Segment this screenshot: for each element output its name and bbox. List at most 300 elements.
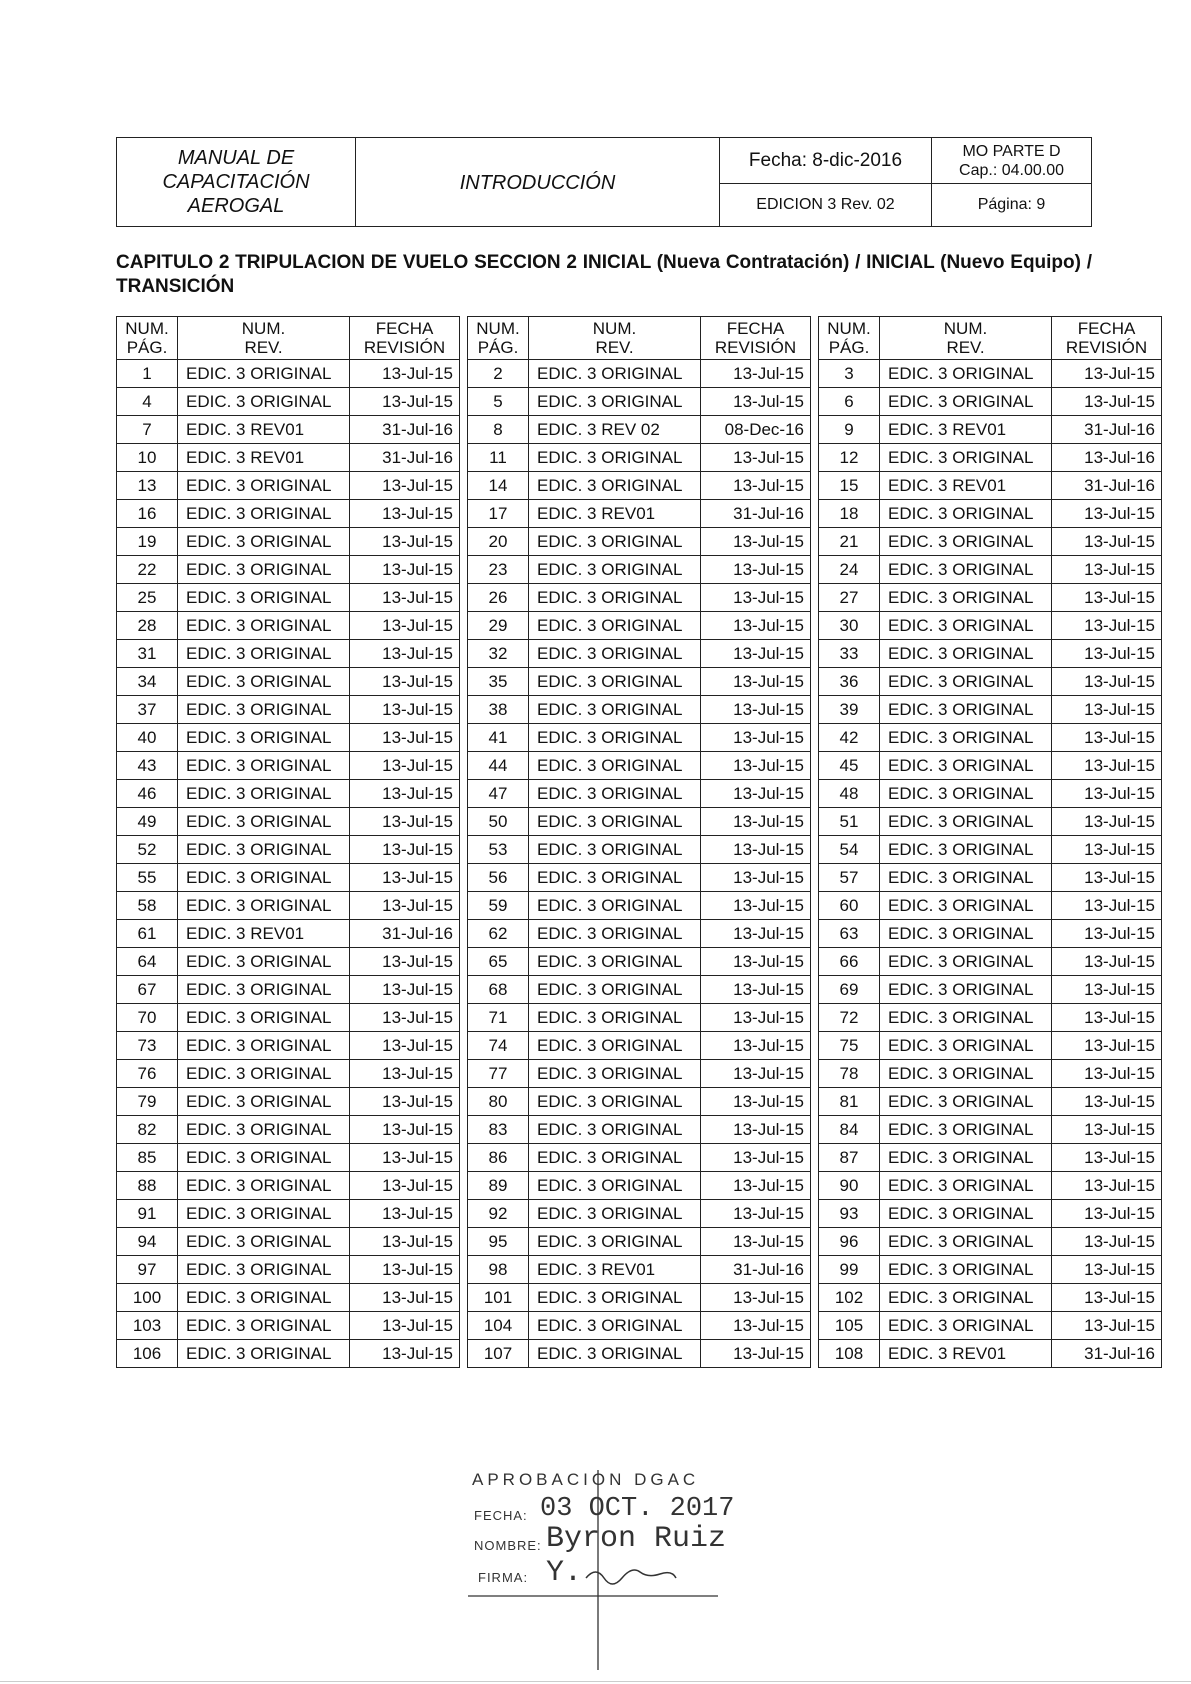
- page-number-cell: 80: [468, 1088, 529, 1116]
- revision-date-cell: 13-Jul-15: [1052, 360, 1162, 388]
- page-number-cell: 83: [468, 1116, 529, 1144]
- header-num-pag: [468, 317, 529, 360]
- revision-cell: EDIC. 3 ORIGINAL: [529, 1060, 701, 1088]
- table-row: [468, 1256, 811, 1284]
- page-number-cell: 49: [117, 808, 178, 836]
- revision-cell: EDIC. 3 ORIGINAL: [880, 1200, 1052, 1228]
- table-row: [819, 612, 1162, 640]
- table-row: [117, 808, 460, 836]
- page-number-cell: 9: [819, 416, 880, 444]
- table-row: [468, 388, 811, 416]
- table-row: [468, 948, 811, 976]
- page-number-cell: 84: [819, 1116, 880, 1144]
- header-line: NUM.: [943, 319, 988, 338]
- page-number-cell: 32: [468, 640, 529, 668]
- revision-cell: EDIC. 3 ORIGINAL: [529, 836, 701, 864]
- revision-cell: EDIC. 3 ORIGINAL: [880, 1116, 1052, 1144]
- revision-date-cell: 13-Jul-15: [1052, 1256, 1162, 1284]
- revision-date-cell: 31-Jul-16: [1052, 472, 1162, 500]
- revision-date-cell: 13-Jul-15: [350, 1200, 460, 1228]
- table-header-row: [468, 317, 811, 360]
- header-num-rev: [880, 317, 1052, 360]
- stamp-fecha-label: FECHA:: [474, 1508, 528, 1523]
- table-row: [819, 668, 1162, 696]
- page-number-cell: 94: [117, 1228, 178, 1256]
- table-row: [468, 444, 811, 472]
- revision-date-cell: 31-Jul-16: [701, 500, 811, 528]
- manual-title-line2: CAPACITACIÓN: [162, 171, 310, 193]
- revision-date-cell: 13-Jul-15: [701, 584, 811, 612]
- revision-cell: EDIC. 3 ORIGINAL: [178, 556, 350, 584]
- header-line: REVISIÓN: [714, 338, 797, 357]
- table-row: [117, 1200, 460, 1228]
- header-line: FECHA: [375, 319, 434, 338]
- revision-date-cell: 13-Jul-15: [701, 836, 811, 864]
- page-number-cell: 103: [117, 1312, 178, 1340]
- page-number-cell: 11: [468, 444, 529, 472]
- page-number-cell: 97: [117, 1256, 178, 1284]
- page-number: Página: 9: [977, 196, 1046, 213]
- header-line: PÁG.: [477, 338, 519, 357]
- page-number-cell: 90: [819, 1172, 880, 1200]
- page-number-cell: 74: [468, 1032, 529, 1060]
- revision-cell: EDIC. 3 REV01: [178, 920, 350, 948]
- page-number-cell: 58: [117, 892, 178, 920]
- revision-cell: EDIC. 3 ORIGINAL: [880, 696, 1052, 724]
- revision-date-cell: 13-Jul-15: [1052, 1228, 1162, 1256]
- page-number-cell: 20: [468, 528, 529, 556]
- revision-date-cell: 13-Jul-15: [701, 1200, 811, 1228]
- revision-date-cell: 13-Jul-15: [1052, 1172, 1162, 1200]
- revision-date-cell: 13-Jul-15: [350, 1088, 460, 1116]
- revision-cell: EDIC. 3 ORIGINAL: [178, 528, 350, 556]
- page-number-cell: 45: [819, 752, 880, 780]
- table-row: [117, 360, 460, 388]
- revision-cell: EDIC. 3 ORIGINAL: [178, 472, 350, 500]
- table-row: [468, 752, 811, 780]
- page-number-cell: 42: [819, 724, 880, 752]
- table-row: [468, 1340, 811, 1368]
- page-number-cell: 48: [819, 780, 880, 808]
- header-num-rev: [529, 317, 701, 360]
- revision-date-cell: 13-Jul-15: [1052, 976, 1162, 1004]
- header-line: FECHA: [726, 319, 785, 338]
- page-number-cell: 100: [117, 1284, 178, 1312]
- revision-date-cell: 13-Jul-15: [701, 752, 811, 780]
- table-row: [819, 1004, 1162, 1032]
- revision-cell: EDIC. 3 ORIGINAL: [880, 1088, 1052, 1116]
- table-row: [117, 780, 460, 808]
- page-number-cell: 30: [819, 612, 880, 640]
- table-row: [819, 1060, 1162, 1088]
- revision-date-cell: 13-Jul-15: [1052, 1144, 1162, 1172]
- revision-table-3: [818, 316, 1162, 1368]
- revision-date-cell: 13-Jul-15: [350, 388, 460, 416]
- page-number-cell: 78: [819, 1060, 880, 1088]
- page-number-cell: 92: [468, 1200, 529, 1228]
- table-row: [819, 1284, 1162, 1312]
- revision-cell: EDIC. 3 REV01: [880, 416, 1052, 444]
- page-number-cell: 46: [117, 780, 178, 808]
- page-number-cell: 33: [819, 640, 880, 668]
- revision-date-cell: 31-Jul-16: [350, 920, 460, 948]
- table-row: [117, 528, 460, 556]
- page-number-cell: 14: [468, 472, 529, 500]
- page-number-cell: 29: [468, 612, 529, 640]
- revision-cell: EDIC. 3 ORIGINAL: [880, 1256, 1052, 1284]
- revision-date-cell: 13-Jul-15: [701, 1312, 811, 1340]
- revision-date-cell: 13-Jul-15: [701, 696, 811, 724]
- revision-cell: EDIC. 3 ORIGINAL: [529, 976, 701, 1004]
- revision-cell: EDIC. 3 ORIGINAL: [178, 1340, 350, 1368]
- header-num-pag: [819, 317, 880, 360]
- revision-date-cell: 13-Jul-15: [701, 780, 811, 808]
- table-row: [819, 416, 1162, 444]
- table-row: [468, 360, 811, 388]
- table-row: [117, 388, 460, 416]
- table-row: [468, 1060, 811, 1088]
- page-number-cell: 68: [468, 976, 529, 1004]
- page-number-cell: 71: [468, 1004, 529, 1032]
- revision-date-cell: 13-Jul-15: [350, 1116, 460, 1144]
- table-row: [468, 528, 811, 556]
- revision-cell: EDIC. 3 REV01: [178, 444, 350, 472]
- revision-date-cell: 13-Jul-15: [1052, 808, 1162, 836]
- revision-table-1: [116, 316, 460, 1368]
- table-row: [117, 1172, 460, 1200]
- table-header-row: [819, 317, 1162, 360]
- revision-cell: EDIC. 3 ORIGINAL: [880, 668, 1052, 696]
- page-number-cell: 89: [468, 1172, 529, 1200]
- revision-cell: EDIC. 3 ORIGINAL: [178, 864, 350, 892]
- table-row: [819, 1228, 1162, 1256]
- revision-cell: EDIC. 3 ORIGINAL: [880, 444, 1052, 472]
- revision-date-cell: 13-Jul-15: [350, 1312, 460, 1340]
- table-header-row: [117, 317, 460, 360]
- table-row: [819, 1312, 1162, 1340]
- page-number-cell: 104: [468, 1312, 529, 1340]
- revision-cell: EDIC. 3 ORIGINAL: [880, 724, 1052, 752]
- revision-cell: EDIC. 3 ORIGINAL: [529, 528, 701, 556]
- table-row: [117, 1256, 460, 1284]
- page-number-cell: 3: [819, 360, 880, 388]
- revision-date-cell: 13-Jul-15: [1052, 640, 1162, 668]
- stamp-nombre-value: Byron Ruiz Y.: [546, 1522, 727, 1590]
- revision-date-cell: 31-Jul-16: [350, 416, 460, 444]
- revision-cell: EDIC. 3 ORIGINAL: [880, 948, 1052, 976]
- page-number-cell: 2: [468, 360, 529, 388]
- page-number-cell: 76: [117, 1060, 178, 1088]
- table-row: [819, 976, 1162, 1004]
- page-number-cell: 86: [468, 1144, 529, 1172]
- revision-cell: EDIC. 3 ORIGINAL: [880, 640, 1052, 668]
- page-number-cell: 79: [117, 1088, 178, 1116]
- header-line: FECHA: [1077, 319, 1136, 338]
- page-edge-line: [0, 1681, 1191, 1682]
- table-row: [117, 1004, 460, 1032]
- page-number-cell: 50: [468, 808, 529, 836]
- revision-date-cell: 13-Jul-15: [1052, 892, 1162, 920]
- revision-cell: EDIC. 3 ORIGINAL: [178, 668, 350, 696]
- revision-cell: EDIC. 3 ORIGINAL: [529, 892, 701, 920]
- revision-date-cell: 13-Jul-15: [350, 752, 460, 780]
- page-number-cell: 91: [117, 1200, 178, 1228]
- revision-cell: EDIC. 3 ORIGINAL: [529, 1340, 701, 1368]
- page-number-cell: 60: [819, 892, 880, 920]
- revision-cell: EDIC. 3 ORIGINAL: [178, 640, 350, 668]
- table-row: [819, 556, 1162, 584]
- table-row: [117, 1060, 460, 1088]
- page-number-cell: 22: [117, 556, 178, 584]
- manual-title-line3: AEROGAL: [187, 195, 285, 217]
- page-number-cell: 73: [117, 1032, 178, 1060]
- revision-date-cell: 13-Jul-15: [350, 528, 460, 556]
- revision-date-cell: 31-Jul-16: [1052, 416, 1162, 444]
- table-row: [819, 1172, 1162, 1200]
- revision-cell: EDIC. 3 ORIGINAL: [529, 612, 701, 640]
- page-number-cell: 53: [468, 836, 529, 864]
- revision-cell: EDIC. 3 ORIGINAL: [529, 696, 701, 724]
- revision-date-cell: 13-Jul-15: [701, 976, 811, 1004]
- revision-date-cell: 13-Jul-15: [1052, 864, 1162, 892]
- revision-cell: EDIC. 3 ORIGINAL: [529, 724, 701, 752]
- revision-cell: EDIC. 3 ORIGINAL: [529, 388, 701, 416]
- page-number-cell: 28: [117, 612, 178, 640]
- revision-cell: EDIC. 3 ORIGINAL: [880, 836, 1052, 864]
- revision-cell: EDIC. 3 ORIGINAL: [529, 1144, 701, 1172]
- table-row: [468, 640, 811, 668]
- table-row: [468, 1032, 811, 1060]
- table-row: [819, 948, 1162, 976]
- revision-cell: EDIC. 3 ORIGINAL: [529, 668, 701, 696]
- page-number-cell: 107: [468, 1340, 529, 1368]
- revision-cell: EDIC. 3 ORIGINAL: [529, 584, 701, 612]
- page-number-cell: 18: [819, 500, 880, 528]
- table-row: [117, 1284, 460, 1312]
- manual-title-cell: [117, 138, 356, 226]
- revision-date-cell: 13-Jul-15: [1052, 1032, 1162, 1060]
- revision-cell: EDIC. 3 ORIGINAL: [178, 836, 350, 864]
- header-part-cap: [932, 138, 1091, 184]
- revision-cell: EDIC. 3 ORIGINAL: [529, 1228, 701, 1256]
- header-line: REV.: [244, 338, 283, 357]
- revision-date-cell: 13-Jul-15: [1052, 1284, 1162, 1312]
- page-number-cell: 75: [819, 1032, 880, 1060]
- revision-cell: EDIC. 3 ORIGINAL: [529, 556, 701, 584]
- page-number-cell: 65: [468, 948, 529, 976]
- revision-cell: EDIC. 3 ORIGINAL: [880, 1284, 1052, 1312]
- revision-date-cell: 13-Jul-15: [701, 1032, 811, 1060]
- revision-date-cell: 13-Jul-15: [350, 1228, 460, 1256]
- revision-date-cell: 13-Jul-15: [1052, 920, 1162, 948]
- table-row: [468, 1200, 811, 1228]
- revision-date-cell: 13-Jul-15: [1052, 612, 1162, 640]
- page-number-cell: 10: [117, 444, 178, 472]
- header-num-pag: [117, 317, 178, 360]
- revision-cell: EDIC. 3 ORIGINAL: [178, 1004, 350, 1032]
- revision-date-cell: 13-Jul-15: [701, 388, 811, 416]
- revision-cell: EDIC. 3 ORIGINAL: [529, 1116, 701, 1144]
- revision-cell: EDIC. 3 ORIGINAL: [880, 1228, 1052, 1256]
- revision-cell: EDIC. 3 ORIGINAL: [178, 500, 350, 528]
- revision-cell: EDIC. 3 ORIGINAL: [529, 1172, 701, 1200]
- revision-cell: EDIC. 3 ORIGINAL: [880, 500, 1052, 528]
- table-row: [819, 640, 1162, 668]
- revision-cell: EDIC. 3 ORIGINAL: [178, 388, 350, 416]
- table-row: [819, 1200, 1162, 1228]
- table-row: [819, 1340, 1162, 1368]
- revision-cell: EDIC. 3 ORIGINAL: [529, 808, 701, 836]
- revision-date-cell: 13-Jul-15: [1052, 1116, 1162, 1144]
- revision-date-cell: 13-Jul-15: [350, 640, 460, 668]
- table-row: [117, 500, 460, 528]
- page-number-cell: 63: [819, 920, 880, 948]
- table-row: [117, 472, 460, 500]
- table-row: [117, 948, 460, 976]
- table-row: [117, 892, 460, 920]
- table-row: [819, 892, 1162, 920]
- revision-cell: EDIC. 3 ORIGINAL: [178, 948, 350, 976]
- table-row: [117, 920, 460, 948]
- table-row: [468, 1088, 811, 1116]
- table-row: [468, 1144, 811, 1172]
- header-line: PÁG.: [828, 338, 870, 357]
- page-number-cell: 77: [468, 1060, 529, 1088]
- table-row: [117, 1116, 460, 1144]
- revision-date-cell: 13-Jul-15: [350, 1144, 460, 1172]
- table-row: [117, 752, 460, 780]
- table-row: [117, 1088, 460, 1116]
- table-row: [117, 668, 460, 696]
- page-number-cell: 98: [468, 1256, 529, 1284]
- table-row: [468, 724, 811, 752]
- revision-date-cell: 13-Jul-15: [1052, 388, 1162, 416]
- revision-cell: EDIC. 3 ORIGINAL: [880, 584, 1052, 612]
- table-row: [819, 1256, 1162, 1284]
- page-number-cell: 52: [117, 836, 178, 864]
- page-number-cell: 16: [117, 500, 178, 528]
- page-number-cell: 15: [819, 472, 880, 500]
- revision-cell: EDIC. 3 ORIGINAL: [529, 1004, 701, 1032]
- header-date: Fecha: 8-dic-2016: [720, 138, 932, 184]
- stamp-title: APROBACION DGAC: [472, 1470, 700, 1489]
- page-number-cell: 8: [468, 416, 529, 444]
- revision-date-cell: 13-Jul-15: [701, 1340, 811, 1368]
- revision-date-cell: 13-Jul-15: [350, 1340, 460, 1368]
- revision-cell: EDIC. 3 ORIGINAL: [178, 696, 350, 724]
- table-row: [819, 836, 1162, 864]
- revision-date-cell: 13-Jul-15: [350, 976, 460, 1004]
- page-number-cell: 17: [468, 500, 529, 528]
- page-number-cell: 81: [819, 1088, 880, 1116]
- page-number-cell: 61: [117, 920, 178, 948]
- table-row: [468, 1004, 811, 1032]
- table-row: [117, 444, 460, 472]
- table-row: [819, 920, 1162, 948]
- page-number-cell: 67: [117, 976, 178, 1004]
- revision-cell: EDIC. 3 ORIGINAL: [880, 808, 1052, 836]
- revision-cell: EDIC. 3 ORIGINAL: [529, 864, 701, 892]
- revision-cell: EDIC. 3 ORIGINAL: [178, 1256, 350, 1284]
- page-number-cell: 5: [468, 388, 529, 416]
- revision-date-cell: 13-Jul-15: [350, 584, 460, 612]
- page-number-cell: 64: [117, 948, 178, 976]
- table-row: [117, 976, 460, 1004]
- revision-date-cell: 13-Jul-15: [350, 696, 460, 724]
- table-row: [117, 864, 460, 892]
- edition-revision: EDICION 3 Rev. 02: [720, 184, 932, 226]
- revision-cell: EDIC. 3 ORIGINAL: [880, 528, 1052, 556]
- table-row: [819, 584, 1162, 612]
- revision-date-cell: 13-Jul-15: [350, 1172, 460, 1200]
- revision-date-cell: 13-Jul-15: [701, 892, 811, 920]
- table-row: [819, 1116, 1162, 1144]
- revision-date-cell: 13-Jul-15: [1052, 1200, 1162, 1228]
- revision-date-cell: 13-Jul-15: [701, 948, 811, 976]
- revision-date-cell: 13-Jul-15: [701, 472, 811, 500]
- table-row: [468, 836, 811, 864]
- table-row: [117, 724, 460, 752]
- revision-cell: EDIC. 3 ORIGINAL: [178, 752, 350, 780]
- revision-date-cell: 13-Jul-15: [350, 808, 460, 836]
- header-line: REV.: [946, 338, 985, 357]
- revision-date-cell: 13-Jul-15: [701, 1004, 811, 1032]
- page-number-cell: 62: [468, 920, 529, 948]
- table-row: [819, 444, 1162, 472]
- revision-cell: EDIC. 3 ORIGINAL: [880, 1172, 1052, 1200]
- table-row: [468, 1312, 811, 1340]
- revision-cell: EDIC. 3 ORIGINAL: [178, 360, 350, 388]
- table-row: [468, 472, 811, 500]
- page-number-cell: 55: [117, 864, 178, 892]
- table-row: [468, 696, 811, 724]
- header-line: NUM.: [241, 319, 286, 338]
- revision-date-cell: 13-Jul-15: [350, 780, 460, 808]
- manual-title-line1: MANUAL DE: [177, 147, 295, 169]
- revision-date-cell: 13-Jul-15: [701, 1116, 811, 1144]
- table-row: [468, 1228, 811, 1256]
- revision-cell: EDIC. 3 ORIGINAL: [529, 752, 701, 780]
- page-number-cell: 35: [468, 668, 529, 696]
- table-row: [468, 864, 811, 892]
- table-row: [468, 556, 811, 584]
- table-row: [819, 528, 1162, 556]
- page-number-cell: 26: [468, 584, 529, 612]
- revision-date-cell: 31-Jul-16: [701, 1256, 811, 1284]
- revision-cell: EDIC. 3 ORIGINAL: [529, 1312, 701, 1340]
- revision-date-cell: 13-Jul-15: [1052, 836, 1162, 864]
- revision-date-cell: 13-Jul-15: [701, 1228, 811, 1256]
- section-name: INTRODUCCIÓN: [356, 138, 720, 226]
- page-number-cell: 106: [117, 1340, 178, 1368]
- table-row: [117, 696, 460, 724]
- page-number-cell: 34: [117, 668, 178, 696]
- revision-date-cell: 13-Jul-15: [1052, 1088, 1162, 1116]
- page-number-cell: 88: [117, 1172, 178, 1200]
- page-number-cell: 37: [117, 696, 178, 724]
- revision-cell: EDIC. 3 ORIGINAL: [178, 808, 350, 836]
- page-number-cell: 38: [468, 696, 529, 724]
- revision-date-cell: 31-Jul-16: [1052, 1340, 1162, 1368]
- stamp-nombre-label: NOMBRE:: [474, 1538, 542, 1553]
- table-row: [117, 1340, 460, 1368]
- page-number-cell: 72: [819, 1004, 880, 1032]
- table-row: [468, 416, 811, 444]
- revision-date-cell: 13-Jul-15: [1052, 668, 1162, 696]
- revision-date-cell: 13-Jul-15: [701, 1144, 811, 1172]
- revision-cell: EDIC. 3 ORIGINAL: [880, 1032, 1052, 1060]
- revision-date-cell: 13-Jul-15: [350, 1032, 460, 1060]
